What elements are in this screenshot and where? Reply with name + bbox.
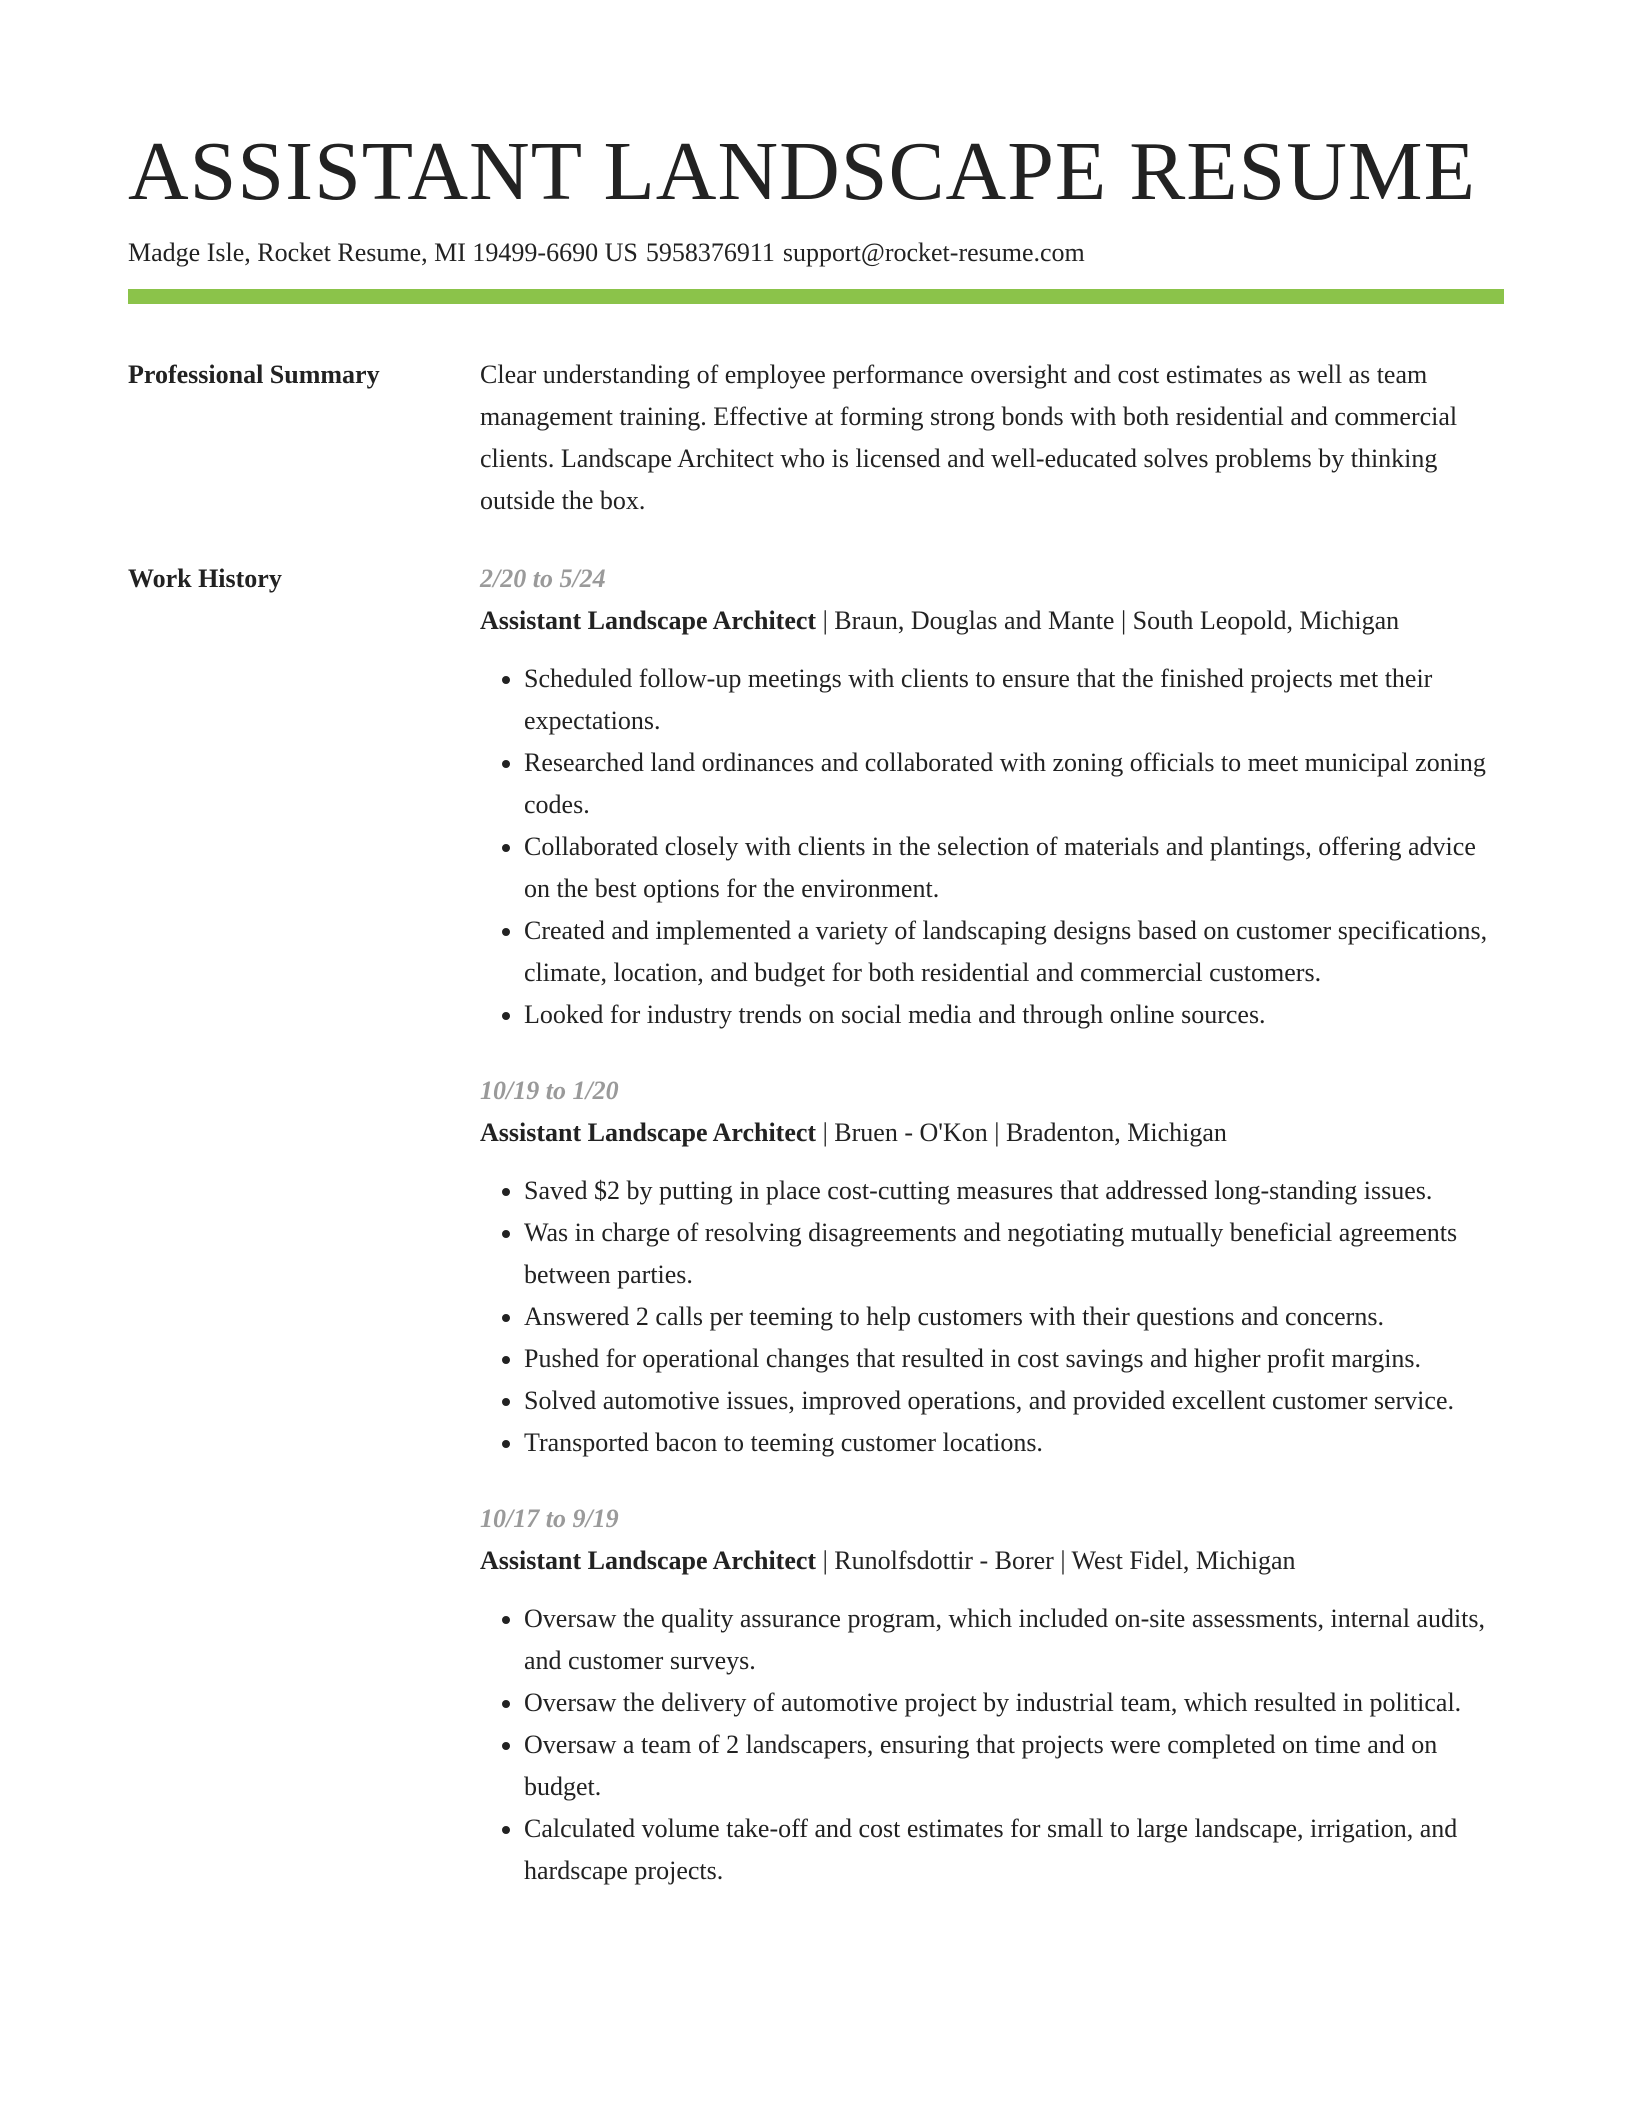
work-history-section — [128, 558, 1504, 1892]
job-details: | Runolfsdottir - Borer | West Fidel, Michigan — [816, 1546, 1296, 1575]
contact-line — [128, 238, 1504, 268]
job-details: | Braun, Douglas and Mante | South Leopold, Michigan — [816, 606, 1400, 635]
job-bullet: • Collaborated closely with clients in the selection of materials and plantings, offering advice on the best options for the environment. — [524, 826, 1504, 910]
summary-text: Clear understanding of employee performance oversight and cost estimates as well as team management training. Effective at forming strong bonds with both residential and commercial clients. Landscape Architect who is licensed and well-educated solves problems by thinking outside the box. — [480, 360, 1458, 515]
job-bullet-list — [480, 1170, 1504, 1464]
job-heading — [480, 600, 1504, 642]
job-dates: 2/20 to 5/24 — [480, 564, 606, 593]
job-bullet: • Oversaw a team of 2 landscapers, ensuring that projects were completed on time and on budget. — [524, 1724, 1504, 1808]
job-bullet-list — [480, 1598, 1504, 1892]
job-heading — [480, 1540, 1504, 1582]
professional-summary-section — [128, 354, 1504, 522]
job-bullet: • Was in charge of resolving disagreements and negotiating mutually beneficial agreements between parties. — [524, 1212, 1504, 1296]
job-title: Assistant Landscape Architect — [480, 606, 817, 635]
contact-address: Madge Isle, Rocket Resume, MI 19499-6690 US — [128, 238, 638, 267]
job-bullet: • Researched land ordinances and collaborated with zoning officials to meet municipal zoning codes. — [524, 742, 1504, 826]
job-title: Assistant Landscape Architect — [480, 1118, 817, 1147]
section-label-work-history: Work History — [128, 564, 282, 593]
job-bullet: • Oversaw the quality assurance program, which included on-site assessments, internal audits, and customer surveys. — [524, 1598, 1504, 1682]
job-bullet: • Created and implemented a variety of landscaping designs based on customer specifications, climate, location, and budget for both residential and commercial customers. — [524, 910, 1504, 994]
job-entry — [480, 558, 1504, 1036]
section-label-summary: Professional Summary — [128, 360, 380, 389]
work-history-body — [480, 558, 1504, 1892]
job-bullet: • Solved automotive issues, improved operations, and provided excellent customer service. — [524, 1380, 1504, 1422]
job-dates: 10/17 to 9/19 — [480, 1504, 619, 1533]
job-bullet: • Saved $2 by putting in place cost-cutting measures that addressed long-standing issues. — [524, 1170, 1504, 1212]
job-entry — [480, 1498, 1504, 1892]
job-heading — [480, 1112, 1504, 1154]
job-bullet: • Oversaw the delivery of automotive project by industrial team, which resulted in political. — [524, 1682, 1504, 1724]
job-bullet: • Pushed for operational changes that resulted in cost savings and higher profit margins. — [524, 1338, 1504, 1380]
resume-title: ASSISTANT LANDSCAPE RESUME — [128, 125, 1476, 218]
job-entry — [480, 1070, 1504, 1464]
job-bullet: • Calculated volume take-off and cost estimates for small to large landscape, irrigation, and hardscape projects. — [524, 1808, 1504, 1892]
contact-phone: 5958376911 — [645, 238, 775, 267]
accent-divider — [128, 289, 1504, 304]
job-bullet: • Answered 2 calls per teeming to help customers with their questions and concerns. — [524, 1296, 1504, 1338]
job-details: | Bruen - O'Kon | Bradenton, Michigan — [816, 1118, 1227, 1147]
job-dates: 10/19 to 1/20 — [480, 1076, 619, 1105]
summary-body — [480, 354, 1504, 522]
job-title: Assistant Landscape Architect — [480, 1546, 817, 1575]
job-bullet-list — [480, 658, 1504, 1036]
contact-email: support@rocket-resume.com — [782, 238, 1085, 267]
job-bullet: • Transported bacon to teeming customer locations. — [524, 1422, 1504, 1464]
job-bullet: • Scheduled follow-up meetings with clients to ensure that the finished projects met their expectations. — [524, 658, 1504, 742]
job-bullet: • Looked for industry trends on social media and through online sources. — [524, 994, 1504, 1036]
